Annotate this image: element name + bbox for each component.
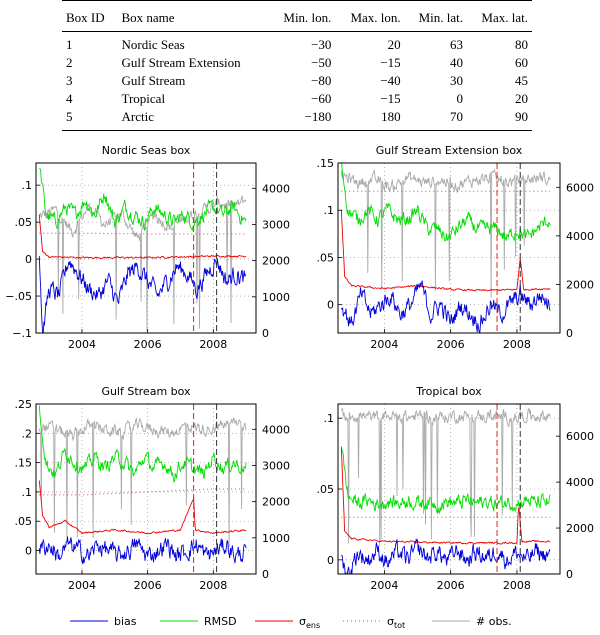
legend-item-sens (255, 615, 320, 630)
legend-item-rmsd (160, 615, 237, 628)
y-tick-label: 0 (327, 298, 334, 312)
y2-tick-label: 1000 (262, 531, 290, 545)
y2-tick-label: 0 (566, 327, 573, 340)
series-line-sens (341, 210, 550, 291)
series-line-nobs (341, 409, 550, 547)
legend-label: # obs. (476, 615, 512, 628)
legend-item-nobs (432, 615, 512, 628)
x-tick-label: 2004 (67, 579, 96, 592)
series-line-rmsd (39, 168, 246, 230)
table-cell: 80 (515, 37, 528, 52)
table-cell: 20 (387, 37, 401, 52)
plot-area (39, 406, 246, 564)
legend-label: $\sigma_{ens}$ (299, 615, 321, 630)
y-tick-label: .05 (316, 251, 334, 265)
table-cell: 70 (405, 108, 467, 131)
table-cell: Nordic Seas (121, 37, 185, 52)
table-cell: −40 (380, 73, 401, 88)
header-min-lat: Min. lat. (405, 1, 467, 32)
plot-area (39, 168, 246, 334)
table-cell: −15 (380, 55, 401, 70)
series-line-nobs (39, 418, 246, 547)
table-cell: 20 (515, 91, 528, 106)
y2-tick-label: 4000 (262, 182, 290, 196)
y2-tick-label: 6000 (566, 181, 594, 195)
table-cell: −80 (311, 73, 332, 88)
legend-item-bias (70, 615, 137, 628)
y2-tick-label: 2000 (566, 522, 594, 536)
table-cell: −50 (311, 55, 332, 70)
plot-area (341, 409, 550, 577)
y2-tick-label: 3000 (262, 218, 290, 232)
x-tick-label: 2006 (133, 579, 162, 592)
y-tick-label: .1 (323, 204, 334, 218)
chart-title: Nordic Seas box (101, 144, 191, 157)
y2-tick-label: 2000 (262, 495, 290, 509)
series-line-bias (39, 256, 246, 334)
chart-panel (317, 385, 595, 592)
y-tick-label: .1 (21, 485, 32, 499)
series-line-stot (39, 489, 246, 495)
series-line-bias (39, 537, 246, 564)
table-cell: Tropical (121, 91, 166, 106)
y2-tick-label: 4000 (262, 423, 290, 437)
table-cell: 3 (66, 73, 73, 88)
series-line-bias (341, 539, 550, 576)
legend-label: $\sigma_{tot}$ (387, 615, 406, 630)
table-cell: Gulf Stream (121, 73, 186, 88)
table-cell: −15 (380, 91, 401, 106)
chart-panel (317, 144, 595, 351)
series-line-rmsd (341, 158, 550, 241)
series-line-rmsd (39, 406, 246, 482)
x-tick-label: 2008 (199, 579, 228, 592)
y2-tick-label: 0 (262, 327, 269, 340)
header-min-lon: Min. lon. (269, 1, 336, 32)
y2-tick-label: 6000 (566, 430, 594, 444)
x-tick-label: 2004 (67, 338, 96, 351)
table-cell: 2 (66, 55, 73, 70)
y-tick-label: 0 (25, 253, 32, 267)
chart-title: Gulf Stream Extension box (375, 144, 523, 157)
y2-tick-label: 2000 (262, 254, 290, 268)
y2-tick-label: 0 (262, 568, 269, 581)
y-tick-label: .05 (14, 216, 32, 230)
x-tick-label: 2004 (370, 579, 399, 592)
y2-tick-label: 4000 (566, 229, 594, 243)
chart-title: Tropical box (416, 385, 482, 398)
y2-tick-label: 1000 (262, 290, 290, 304)
chart-panels (5, 144, 594, 592)
header-max-lon: Max. lon. (335, 1, 404, 32)
table-cell: 45 (515, 73, 528, 88)
table-cell: Arctic (117, 108, 268, 131)
y-tick-label: .25 (14, 398, 32, 411)
y-tick-label: 0 (25, 544, 32, 558)
legend-label: RMSD (204, 615, 237, 628)
y-tick-label: .05 (14, 515, 32, 529)
table-cell: 5 (62, 108, 117, 131)
x-tick-label: 2006 (436, 579, 465, 592)
table-cell: Gulf Stream Extension (121, 55, 241, 70)
x-tick-label: 2008 (502, 338, 531, 351)
y2-tick-label: 0 (566, 568, 573, 581)
table-cell: 4 (66, 91, 73, 106)
chart-legend (70, 615, 512, 630)
header-max-lat: Max. lat. (467, 1, 532, 32)
x-tick-label: 2006 (133, 338, 162, 351)
y-tick-label: .05 (316, 483, 334, 496)
legend-item-stot (343, 615, 405, 630)
table-cell: −180 (269, 108, 336, 131)
y-tick-label: .15 (316, 157, 334, 170)
x-tick-label: 2004 (370, 338, 399, 351)
chart-panel (5, 144, 290, 351)
series-line-stot (39, 233, 246, 234)
y2-tick-label: 2000 (566, 278, 594, 292)
table-cell: −30 (311, 37, 332, 52)
table-cell: 63 (450, 37, 464, 52)
x-tick-label: 2006 (436, 338, 465, 351)
x-tick-label: 2008 (199, 338, 228, 351)
table-cell: −60 (311, 91, 332, 106)
plot-area (341, 158, 550, 333)
table-cell: 90 (467, 108, 532, 131)
legend-label: bias (114, 615, 137, 628)
y2-tick-label: 4000 (566, 476, 594, 490)
y-tick-label: .2 (21, 427, 32, 441)
series-line-sens (39, 480, 246, 534)
table-cell: 180 (335, 108, 404, 131)
y-tick-label: .15 (14, 456, 32, 470)
y-tick-label: .1 (323, 412, 334, 426)
chart-title: Gulf Stream box (101, 385, 191, 398)
table-cell: 1 (66, 37, 73, 52)
table-cell: 0 (456, 91, 464, 106)
series-line-sens (341, 447, 550, 544)
series-line-nobs (341, 170, 550, 298)
y-tick-label: −.05 (5, 290, 32, 304)
x-tick-label: 2008 (502, 579, 531, 592)
y-tick-label: .1 (21, 179, 32, 193)
y-tick-label: 0 (327, 553, 334, 567)
y-tick-label: −.1 (12, 327, 32, 340)
series-line-rmsd (341, 448, 550, 513)
table-cell: 60 (515, 55, 528, 70)
chart-panel (15, 385, 291, 592)
table-cell: 40 (450, 55, 464, 70)
header-box-id: Box ID (62, 1, 117, 32)
y2-tick-label: 3000 (262, 459, 290, 473)
table-cell: 30 (450, 73, 464, 88)
header-box-name: Box name (117, 1, 268, 32)
